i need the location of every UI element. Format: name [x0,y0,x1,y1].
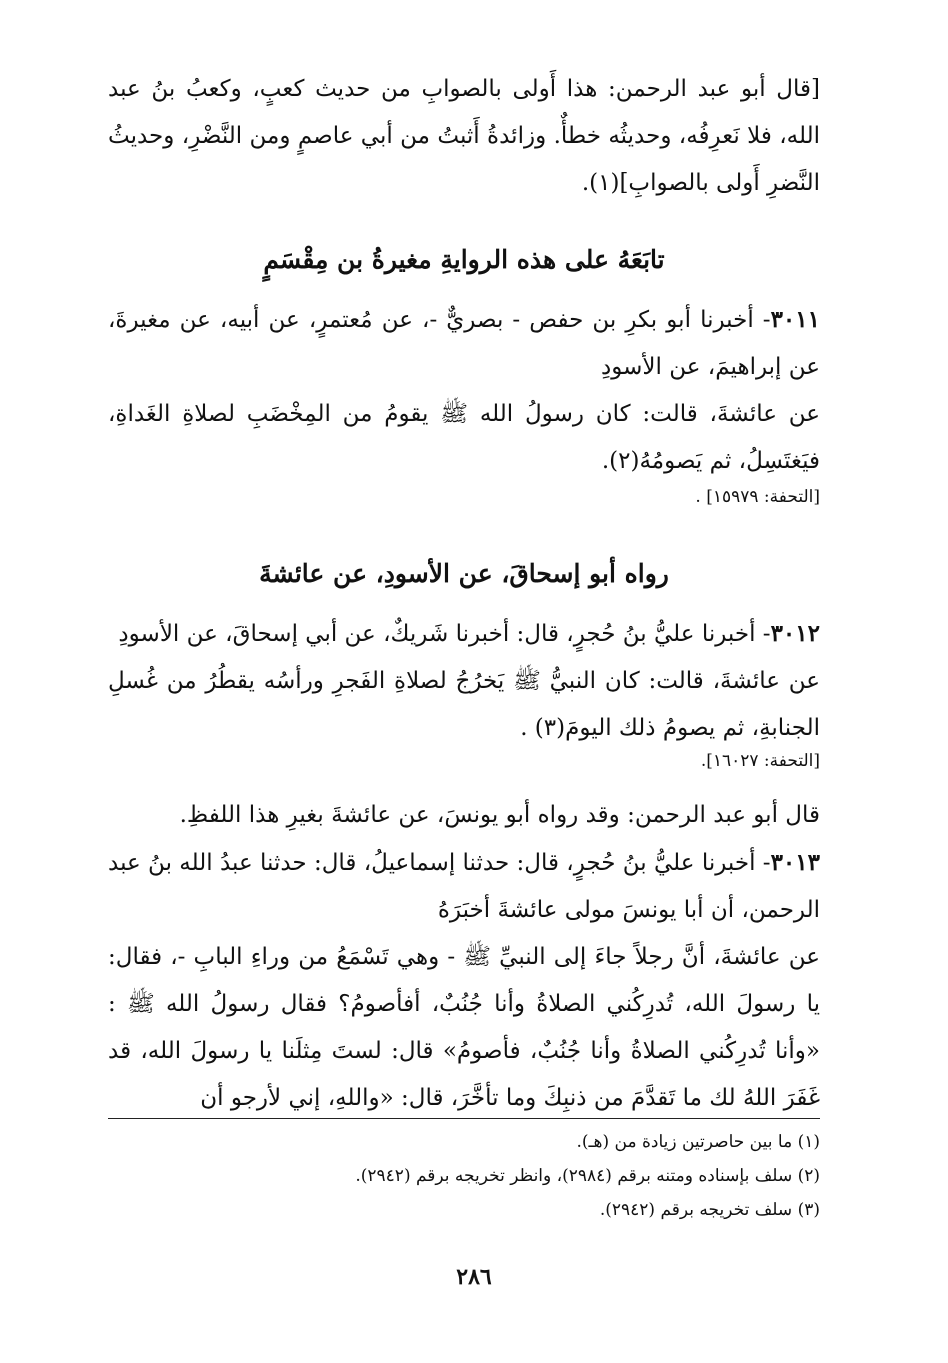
isnad-text: - أخبرنا عليُّ بنُ حُجرٍ، قال: أخبرنا شَريكٌ، عن أبي إسحاقَ، عن الأسودِ [118,621,771,647]
isnad-text: - أخبرنا أبو بكرِ بن حفص - بصريٌّ -، عن مُعتمرٍ، عن أبيه، عن مغيرةَ، عن إبراهيمَ، عن الأسودِ [108,307,820,380]
footnote-1: (١) ما بين حاصرتين زيادة من (هـ). [576,1132,820,1152]
hadith-number: ٣٠١٣ [770,849,820,876]
heading-text: تابَعَهُ على هذه الروايةِ مغيرةُ بن مِقْسَمٍ [263,245,665,274]
hadith-isnad [108,296,820,391]
tuhfa-reference-2 [108,748,820,774]
hadith-3011 [108,296,820,485]
heading-text: رواه أبو إسحاقَ، عن الأسودِ، عن عائشةَ [259,559,669,588]
footnote-2: (٢) سلف بإسناده ومتنه برقم (٢٩٨٤)، وانظر تخريجه برقم (٢٩٤٢). [355,1166,820,1186]
tuhfa-text: [التحفة: ١٦٠٢٧]. [700,751,820,771]
hadith-matn: عن عائشةَ، قالت: كان النبيُّ ﷺ يَخرُجُ لصلاةِ الفَجرِ ورأسُه يقطُرُ من غُسلِ الجنابةِ، ثم يصومُ ذلك اليومَ(٣) . [108,668,820,741]
intro-block [108,66,820,207]
hadith-isnad [108,839,820,934]
hadith-3013 [108,792,820,1122]
tuhfa-reference-1 [108,484,820,510]
hadith-matn: عن عائشةَ، قالت: كان رسولُ الله ﷺ يقومُ من المِخْضَبِ لصلاةِ الغَداةِ، فيَغتَسِلُ، ثم يَصومُهُ(٢). [108,401,820,474]
isnad-text: - أخبرنا عليُّ بنُ حُجرٍ، قال: حدثنا إسماعيلُ، قال: حدثنا عبدُ الله بنُ عبد الرحمن، أن أبا يونسَ مولى عائشةَ أخبَرَهُ [108,850,820,923]
footnotes-section [108,1118,820,1227]
hadith-matn: عن عائشةَ، أنَّ رجلاً جاءَ إلى النبيِّ ﷺ - وهي تَسْمَعُ من وراءِ البابِ -، فقال: يا رسولَ الله، تُدرِكُني الصلاةُ وأنا جُنُبٌ، أفأصومُ؟ فقال رسولُ الله ﷺ : «وأنا تُدرِكُني الصلاةُ وأنا جُنُبٌ، فأصومُ» قال: لستَ مِثلَنا يا رسولَ الله، قد غَفَرَ اللهُ لك ما تَقدَّمَ من ذنبِكَ وما تأخَّرَ، قال: «واللهِ، إني لأرجو أن [108,944,820,1111]
hadith-number: ٣٠١٢ [770,620,820,647]
comment-paragraph: قال أبو عبد الرحمن: وقد رواه أبو يونسَ، عن عائشةَ بغيرِ هذا اللفظِ. [179,802,820,828]
intro-paragraph: [قال أبو عبد الرحمن: هذا أَولى بالصوابِ من حديث كعبٍ، وكعبُ بنُ عبد الله، فلا نَعرِفُه، وحديثُه خطأٌ. وزائدةُ أَثبتُ من أبي عاصمٍ ومن النَّضْرِ، وحديثُ النَّضرِ أَولى بالصوابِ](١). [108,76,820,196]
hadith-number: ٣٠١١ [770,306,820,333]
page-number: ٢٨٦ [456,1264,492,1290]
section-heading-2 [108,552,820,596]
hadith-3012 [108,610,820,752]
tuhfa-text: [التحفة: ١٥٩٧٩] . [695,487,820,507]
section-heading-1 [108,238,820,282]
footnote-3: (٣) سلف تخريجه برقم (٢٩٤٢). [599,1200,820,1220]
hadith-isnad [108,610,820,658]
